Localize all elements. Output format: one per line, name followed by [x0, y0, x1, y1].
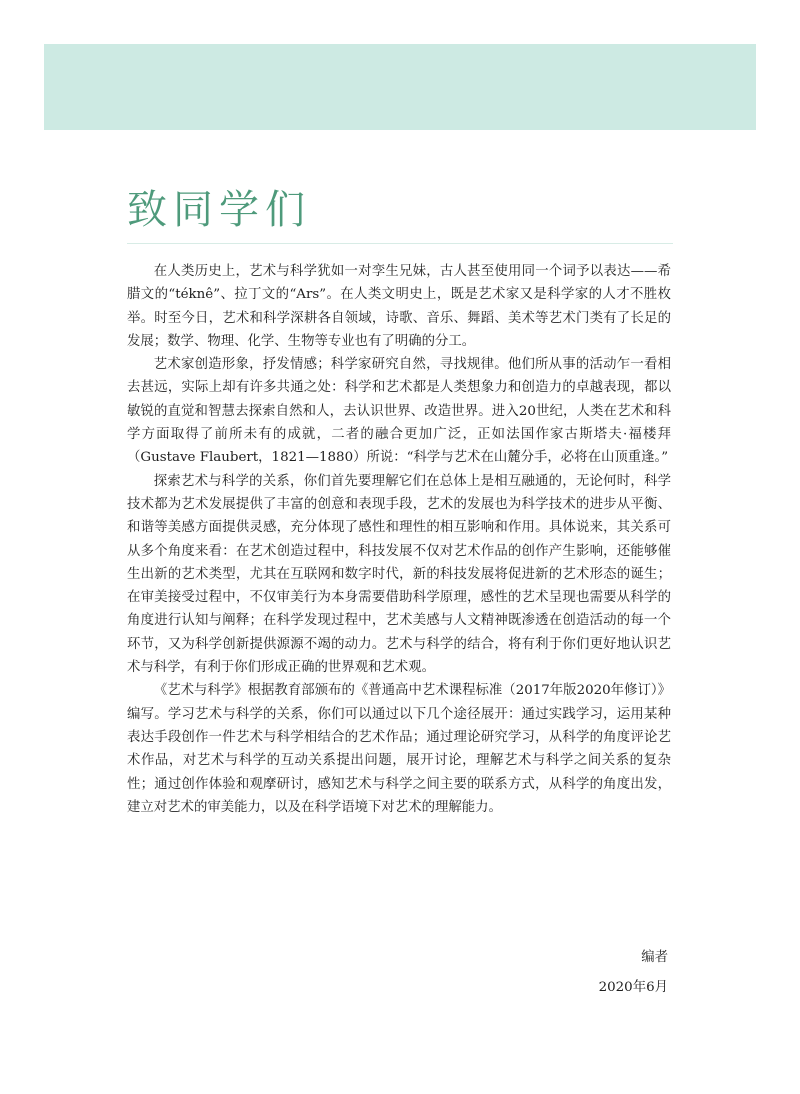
- paragraph-2: 艺术家创造形象，抒发情感；科学家研究自然，寻找规律。他们所从事的活动乍一看相去甚远，实际上却有许多共通之处：科学和艺术都是人类想象力和创造力的卓越表现，都以敏锐的直觉和智慧去探索自然和人，去认识世界、改造世界。进入20世纪，人类在艺术和科学方面取得了前所未有的成就，二者的融合更加广泛，正如法国作家古斯塔夫·福楼拜（Gustave Flaubert，1821—1880）所说：“科学与艺术在山麓分手，必将在山顶重逢。”: [127, 357, 671, 466]
- page-title: 致同学们: [127, 187, 311, 233]
- header-color-band: [44, 44, 756, 130]
- paragraph-3: 探索艺术与科学的关系，你们首先要理解它们在总体上是相互融通的，无论何时，科学技术都为艺术发展提供了丰富的创意和表现手段，艺术的发展也为科学技术的进步从平衡、和谐等美感方面提供灵感，充分体现了感性和理性的相互影响和作用。具体说来，其关系可从多个角度来看：在艺术创造过程中，科技发展不仅对艺术作品的创作产生影响，还能够催生出新的艺术类型，尤其在互联网和数字时代，新的科技发展将促进新的艺术形态的诞生；在审美接受过程中，不仅审美行为本身需要借助科学原理，感性的艺术呈现也需要从科学的角度进行认知与阐释；在科学发现过程中，艺术美感与人文精神既渗透在创造活动的每一个环节，又为科学创新提供源源不竭的动力。艺术与科学的结合，将有利于你们更好地认识艺术与科学，有利于你们形成正确的世界观和艺术观。: [127, 473, 671, 676]
- paragraph-1: 在人类历史上，艺术与科学犹如一对孪生兄妹，古人甚至使用同一个词予以表达——希腊文的“téknê”、拉丁文的“Ars”。在人类文明史上，既是艺术家又是科学家的人才不胜枚举。时至今日，艺术和科学深耕各自领域，诗歌、音乐、舞蹈、美术等艺术门类有了长足的发展；数学、物理、化学、生物等专业也有了明确的分工。: [127, 264, 671, 349]
- paragraph-4: 《艺术与科学》根据教育部颁布的《普通高中艺术课程标准（2017年版2020年修订）》编写。学习艺术与科学的关系，你们可以通过以下几个途径展开：通过实践学习，运用某种表达手段创作一件艺术与科学相结合的艺术作品；通过理论研究学习，从科学的角度评论艺术作品，对艺术与科学的互动关系提出问题，展开讨论，理解艺术与科学之间关系的复杂性；通过创作体验和观摩研讨，感知艺术与科学之间主要的联系方式，从科学的角度出发，建立对艺术的审美能力，以及在科学语境下对艺术的理解能力。: [127, 683, 671, 815]
- preface-body: [127, 260, 671, 819]
- title-divider: [127, 243, 673, 244]
- publication-date: 2020年6月: [598, 980, 668, 995]
- author-signature: 编者: [641, 950, 668, 965]
